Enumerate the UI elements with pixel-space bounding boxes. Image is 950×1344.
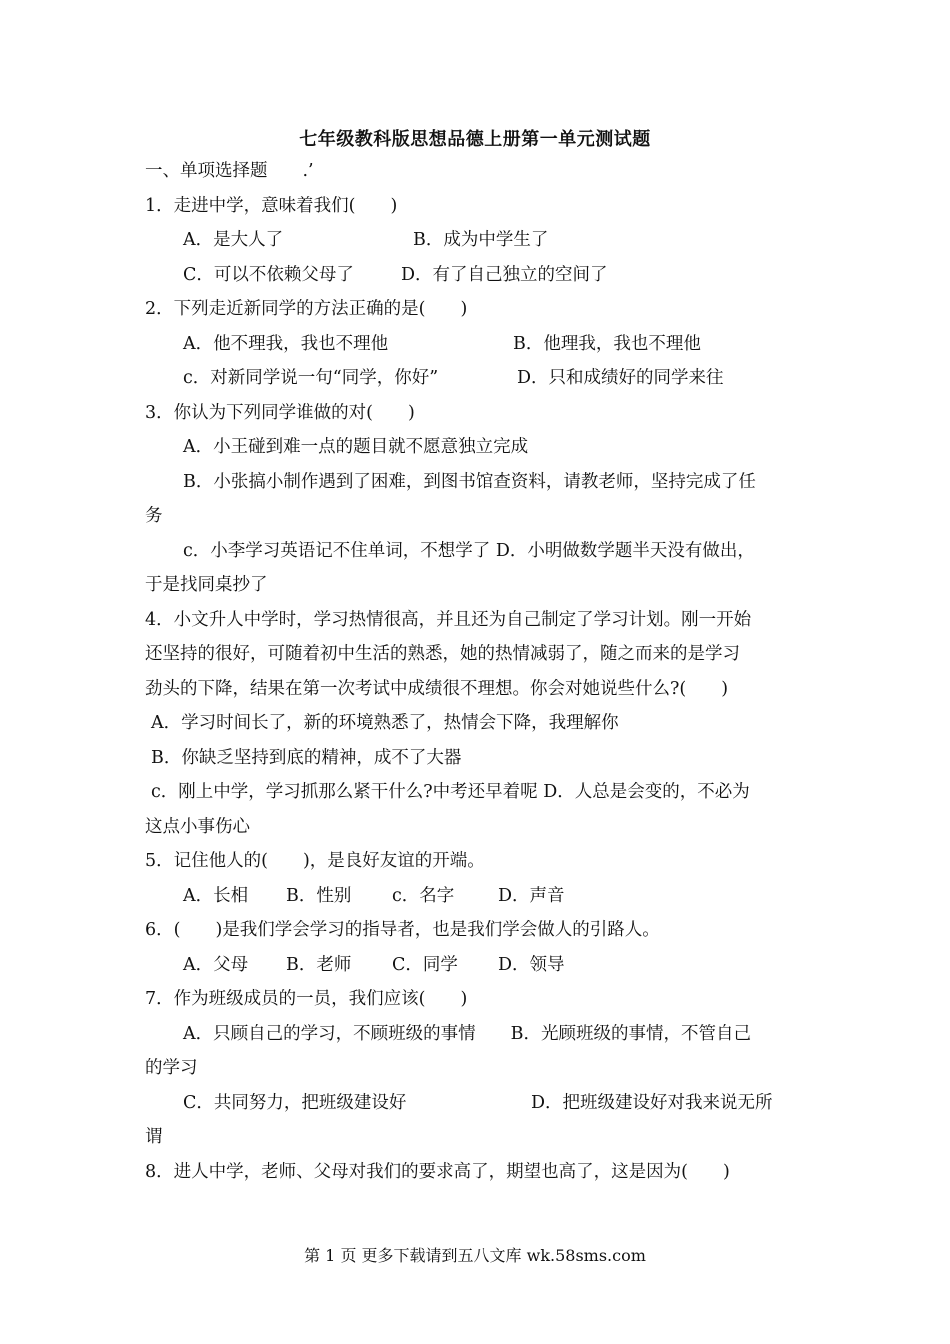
question-3-option-c-d: c．小李学习英语记不住单词，不想学了 D．小明做数学题半天没有做出， <box>183 540 755 561</box>
question-7-option-d-cont: 谓 <box>145 1127 163 1147</box>
question-7-option-d: D．把班级建设好对我来说无所 <box>531 1092 773 1113</box>
question-3-option-a: A．小王碰到难一点的题目就不愿意独立完成 <box>183 437 529 457</box>
question-7-option-b-cont: 的学习 <box>145 1058 198 1078</box>
question-7-stem: 7．作为班级成员的一员，我们应该( ) <box>145 989 468 1009</box>
question-7-options-row2 <box>145 1086 810 1121</box>
question-6-option-a: A．父母 <box>183 954 249 975</box>
question-1-option-c: C．可以不依赖父母了 <box>183 264 354 285</box>
question-3-stem: 3．你认为下列同学谁做的对( ) <box>145 402 415 423</box>
question-4-option-a: A．学习时间长了，新的环境熟悉了，热情会下降，我理解你 <box>151 713 619 733</box>
question-5-option-b: B．性别 <box>286 885 352 906</box>
question-1-option-a: A．是大人了 <box>183 230 284 250</box>
question-4-option-b: B．你缺乏坚持到底的精神，成不了大器 <box>151 747 462 768</box>
question-1-option-b: B．成为中学生了 <box>413 230 549 250</box>
question-4-option-d-cont: 这点小事伤心 <box>145 816 250 837</box>
question-2-option-a: A．他不理我，我也不理他 <box>183 333 389 354</box>
question-8-stem: 8．进人中学，老师、父母对我们的要求高了，期望也高了，这是因为( ) <box>145 1161 730 1182</box>
question-3-option-b: B．小张搞小制作遇到了困难，到图书馆查资料，请教老师，坚持完成了任 <box>183 471 756 492</box>
question-4-option-c-d: c．刚上中学，学习抓那么紧干什么?中考还早着呢 D．人总是会变的，不必为 <box>151 782 750 802</box>
question-6-option-c: C．同学 <box>392 954 458 975</box>
question-6-option-b: B．老师 <box>286 954 352 975</box>
question-7-option-a-b: A．只顾自己的学习，不顾班级的事情 B．光顾班级的事情，不管自己 <box>183 1023 751 1044</box>
question-4-stem-line3: 劲头的下降，结果在第一次考试中成绩很不理想。你会对她说些什么?( ) <box>145 678 729 699</box>
question-1-option-d: D．有了自己独立的空间了 <box>401 264 608 285</box>
question-5-option-c: c．名字 <box>392 885 455 906</box>
question-3-option-b-cont: 务 <box>145 506 163 526</box>
question-2-stem: 2．下列走近新同学的方法正确的是( ) <box>145 299 468 319</box>
question-4-stem-line2: 还坚持的很好，可随着初中生活的熟悉，她的热情减弱了，随之而来的是学习 <box>145 644 740 664</box>
question-5-option-d: D．声音 <box>498 885 565 906</box>
page-title: 七年级教科版思想品德上册第一单元测试题 <box>299 129 651 150</box>
question-1-stem: 1．走进中学，意味着我们( ) <box>145 195 398 216</box>
question-7-option-c: C．共同努力，把班级建设好 <box>183 1092 407 1113</box>
question-2-options-row1 <box>145 327 810 362</box>
question-1-options-row1 <box>145 223 810 258</box>
question-6-stem: 6．( )是我们学会学习的指导者，也是我们学会做人的引路人。 <box>145 920 660 940</box>
question-2-option-c: c．对新同学说一句“同学，你好” <box>183 368 439 388</box>
question-1-options-row2 <box>145 258 810 293</box>
question-2-option-b: B．他理我，我也不理他 <box>513 333 701 354</box>
question-5-option-a: A．长相 <box>183 885 249 906</box>
page-footer: 第 1 页 更多下载请到五八文库 wk.58sms.com <box>304 1246 646 1265</box>
question-6-options <box>145 948 810 983</box>
section-heading: 一、单项选择题 .’ <box>145 161 314 181</box>
question-2-options-row2 <box>145 361 810 396</box>
question-6-option-d: D．领导 <box>498 954 565 975</box>
question-list <box>145 154 810 1189</box>
question-5-stem: 5．记住他人的( )，是良好友谊的开端。 <box>145 851 485 871</box>
question-3-option-d-cont: 于是找同桌抄了 <box>145 575 268 595</box>
question-5-options <box>145 879 810 914</box>
question-2-option-d: D．只和成绩好的同学来往 <box>517 368 724 388</box>
question-4-stem-line1: 4．小文升人中学时，学习热情很高，并且还为自己制定了学习计划。刚一开始 <box>145 609 752 630</box>
